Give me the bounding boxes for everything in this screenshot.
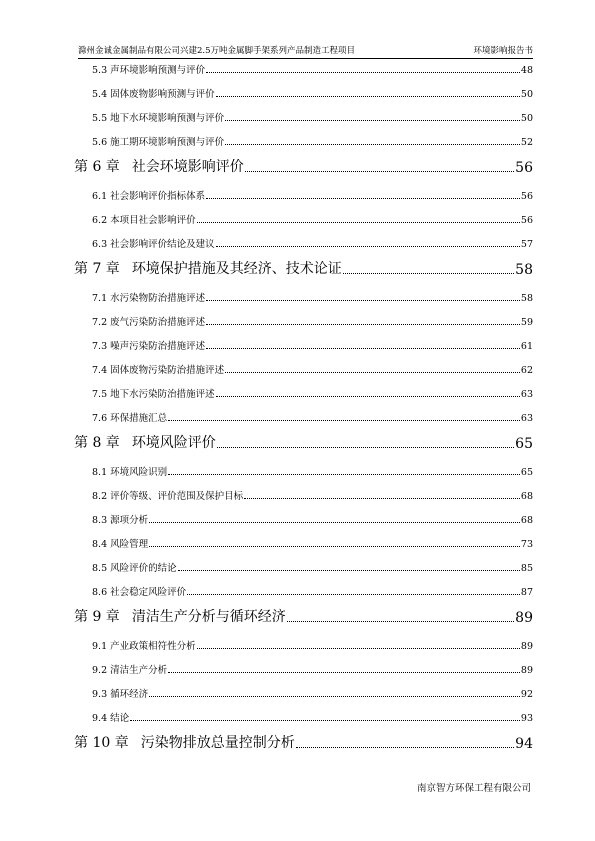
- toc-entry-label: [74, 606, 286, 626]
- toc-dot-leader: [343, 273, 514, 274]
- toc-page-number: 50: [520, 113, 533, 124]
- toc-dot-leader: [206, 198, 520, 199]
- toc-dot-leader: [245, 171, 514, 172]
- toc-page-number: 58: [520, 293, 533, 304]
- toc-page-number: 87: [520, 587, 533, 598]
- toc-chapter-title: 污染物排放总量控制分析: [140, 735, 295, 751]
- toc-dot-leader: [197, 222, 520, 223]
- toc-entry-label: 8.2 评价等级、评价范围及保护目标: [92, 491, 244, 502]
- toc-entry-label: 8.3 源项分析: [92, 515, 149, 526]
- toc-section-entry[interactable]: [92, 86, 533, 100]
- toc-dot-leader: [225, 120, 520, 121]
- toc-entry-label: 7.4 固体废物污染防治措施评述: [92, 365, 225, 376]
- toc-page-number: 89: [520, 665, 533, 676]
- toc-section-entry[interactable]: [92, 290, 533, 304]
- toc-entry-label: 5.3 声环境影响预测与评价: [92, 65, 206, 76]
- toc-dot-leader: [296, 747, 514, 748]
- toc-chapter-entry[interactable]: [74, 606, 533, 626]
- toc-page-number: 62: [520, 365, 533, 376]
- toc-dot-leader: [206, 300, 520, 301]
- toc-page-number: 63: [520, 413, 533, 424]
- toc-dot-leader: [225, 144, 520, 145]
- toc-chapter-number: 第 9 章: [74, 609, 120, 625]
- toc-dot-leader: [178, 570, 520, 571]
- toc-page-number: 65: [520, 467, 533, 478]
- header-project-title: 滁州金诚金属制品有限公司兴建2.5万吨金属脚手架系列产品制造工程项目: [78, 46, 356, 56]
- toc-dot-leader: [168, 672, 520, 673]
- toc-entry-label: [74, 432, 216, 452]
- toc-dot-leader: [216, 396, 520, 397]
- toc-section-entry[interactable]: [92, 638, 533, 652]
- toc-section-entry[interactable]: [92, 464, 533, 478]
- toc-section-entry[interactable]: [92, 584, 533, 598]
- toc-page-number: 50: [520, 89, 533, 100]
- toc-entry-label: 9.2 清洁生产分析: [92, 665, 168, 676]
- toc-entry-label: 8.6 社会稳定风险评价: [92, 587, 187, 598]
- toc-page-number: 59: [520, 317, 533, 328]
- toc-section-entry[interactable]: [92, 410, 533, 424]
- toc-chapter-entry[interactable]: [74, 432, 533, 452]
- toc-page-number: 61: [520, 341, 533, 352]
- toc-entry-label: [74, 258, 342, 278]
- toc-entry-label: 7.3 噪声污染防治措施评述: [92, 341, 206, 352]
- toc-entry-label: 6.1 社会影响评价指标体系: [92, 191, 206, 202]
- toc-page-number: 65: [515, 436, 533, 452]
- toc-section-entry[interactable]: [92, 386, 533, 400]
- toc-page-number: 89: [520, 641, 533, 652]
- toc-section-entry[interactable]: [92, 536, 533, 550]
- toc-dot-leader: [206, 348, 520, 349]
- toc-chapter-entry[interactable]: [74, 258, 533, 278]
- toc-dot-leader: [216, 96, 520, 97]
- toc-section-entry[interactable]: [92, 338, 533, 352]
- toc-dot-leader: [149, 546, 520, 547]
- toc-dot-leader: [216, 246, 520, 247]
- toc-dot-leader: [149, 522, 520, 523]
- toc-page-number: 52: [520, 137, 533, 148]
- toc-entry-label: 6.2 本项目社会影响评价: [92, 215, 196, 226]
- toc-entry-label: 8.4 风险管理: [92, 539, 149, 550]
- toc-section-entry[interactable]: [92, 710, 533, 724]
- header-report-type: 环境影响报告书: [473, 46, 533, 56]
- toc-page-number: 57: [520, 239, 533, 250]
- toc-chapter-number: 第 6 章: [74, 159, 120, 175]
- toc-dot-leader: [206, 324, 520, 325]
- toc-entry-label: 5.5 地下水环境影响预测与评价: [92, 113, 225, 124]
- toc-entry-label: 7.6 环保措施汇总: [92, 413, 168, 424]
- toc-section-entry[interactable]: [92, 110, 533, 124]
- toc-entry-label: 7.2 废气污染防治措施评述: [92, 317, 206, 328]
- toc-entry-label: 6.3 社会影响评价结论及建议: [92, 239, 215, 250]
- toc-entry-label: 9.1 产业政策相符性分析: [92, 641, 196, 652]
- toc-page-number: 68: [520, 515, 533, 526]
- toc-section-entry[interactable]: [92, 62, 533, 76]
- toc-dot-leader: [287, 621, 514, 622]
- toc-chapter-entry[interactable]: [74, 156, 533, 176]
- toc-entry-label: [74, 156, 244, 176]
- toc-page-number: 85: [520, 563, 533, 574]
- toc-dot-leader: [149, 696, 520, 697]
- toc-section-entry[interactable]: [92, 512, 533, 526]
- toc-page-number: 92: [520, 689, 533, 700]
- toc-chapter-number: 第 7 章: [74, 261, 120, 277]
- toc-chapter-title: 环境保护措施及其经济、技术论证: [131, 261, 342, 277]
- toc-dot-leader: [244, 498, 520, 499]
- page-header: [78, 40, 533, 59]
- toc-page-number: 63: [520, 389, 533, 400]
- toc-chapter-number: 第 10 章: [74, 735, 129, 751]
- toc-section-entry[interactable]: [92, 212, 533, 226]
- toc-page-number: 94: [515, 736, 533, 752]
- toc-entry-label: [74, 732, 295, 752]
- toc-dot-leader: [197, 648, 520, 649]
- toc-dot-leader: [225, 372, 520, 373]
- toc-page-number: 48: [520, 65, 533, 76]
- toc-section-entry[interactable]: [92, 134, 533, 148]
- toc-page-number: 73: [520, 539, 533, 550]
- toc-entry-label: 8.1 环境风险识别: [92, 467, 168, 478]
- toc-dot-leader: [130, 720, 520, 721]
- toc-entry-label: 7.5 地下水污染防治措施评述: [92, 389, 215, 400]
- toc-section-entry[interactable]: [92, 362, 533, 376]
- toc-chapter-number: 第 8 章: [74, 435, 120, 451]
- toc-entry-label: 8.5 风险评价的结论: [92, 563, 177, 574]
- toc-dot-leader: [206, 72, 520, 73]
- toc-dot-leader: [187, 594, 520, 595]
- toc-page-number: 56: [515, 160, 533, 176]
- toc-dot-leader: [168, 474, 520, 475]
- toc-dot-leader: [168, 420, 520, 421]
- toc-entry-label: 9.3 循环经济: [92, 689, 149, 700]
- toc-section-entry[interactable]: [92, 488, 533, 502]
- toc-page-number: 93: [520, 713, 533, 724]
- toc-page-number: 56: [520, 191, 533, 202]
- toc-entry-label: 5.4 固体废物影响预测与评价: [92, 89, 215, 100]
- toc-section-entry[interactable]: [92, 236, 533, 250]
- toc-dot-leader: [217, 447, 514, 448]
- toc-page-number: 58: [515, 262, 533, 278]
- toc-section-entry[interactable]: [92, 686, 533, 700]
- toc-entry-label: 5.6 施工期环境影响预测与评价: [92, 137, 225, 148]
- toc-page-number: 89: [515, 610, 533, 626]
- toc-chapter-title: 清洁生产分析与循环经济: [131, 609, 286, 625]
- toc-page-number: 68: [520, 491, 533, 502]
- toc-entry-label: 7.1 水污染物防治措施评述: [92, 293, 206, 304]
- toc-section-entry[interactable]: [92, 314, 533, 328]
- page-footer-company: 南京智方环保工程有限公司: [416, 783, 531, 794]
- toc-section-entry[interactable]: [92, 188, 533, 202]
- toc-chapter-title: 环境风险评价: [131, 435, 216, 451]
- toc-page-number: 56: [520, 215, 533, 226]
- toc-section-entry[interactable]: [92, 560, 533, 574]
- toc-chapter-title: 社会环境影响评价: [131, 159, 244, 175]
- toc-section-entry[interactable]: [92, 662, 533, 676]
- toc-chapter-entry[interactable]: [74, 732, 533, 752]
- toc-entry-label: 9.4 结论: [92, 713, 130, 724]
